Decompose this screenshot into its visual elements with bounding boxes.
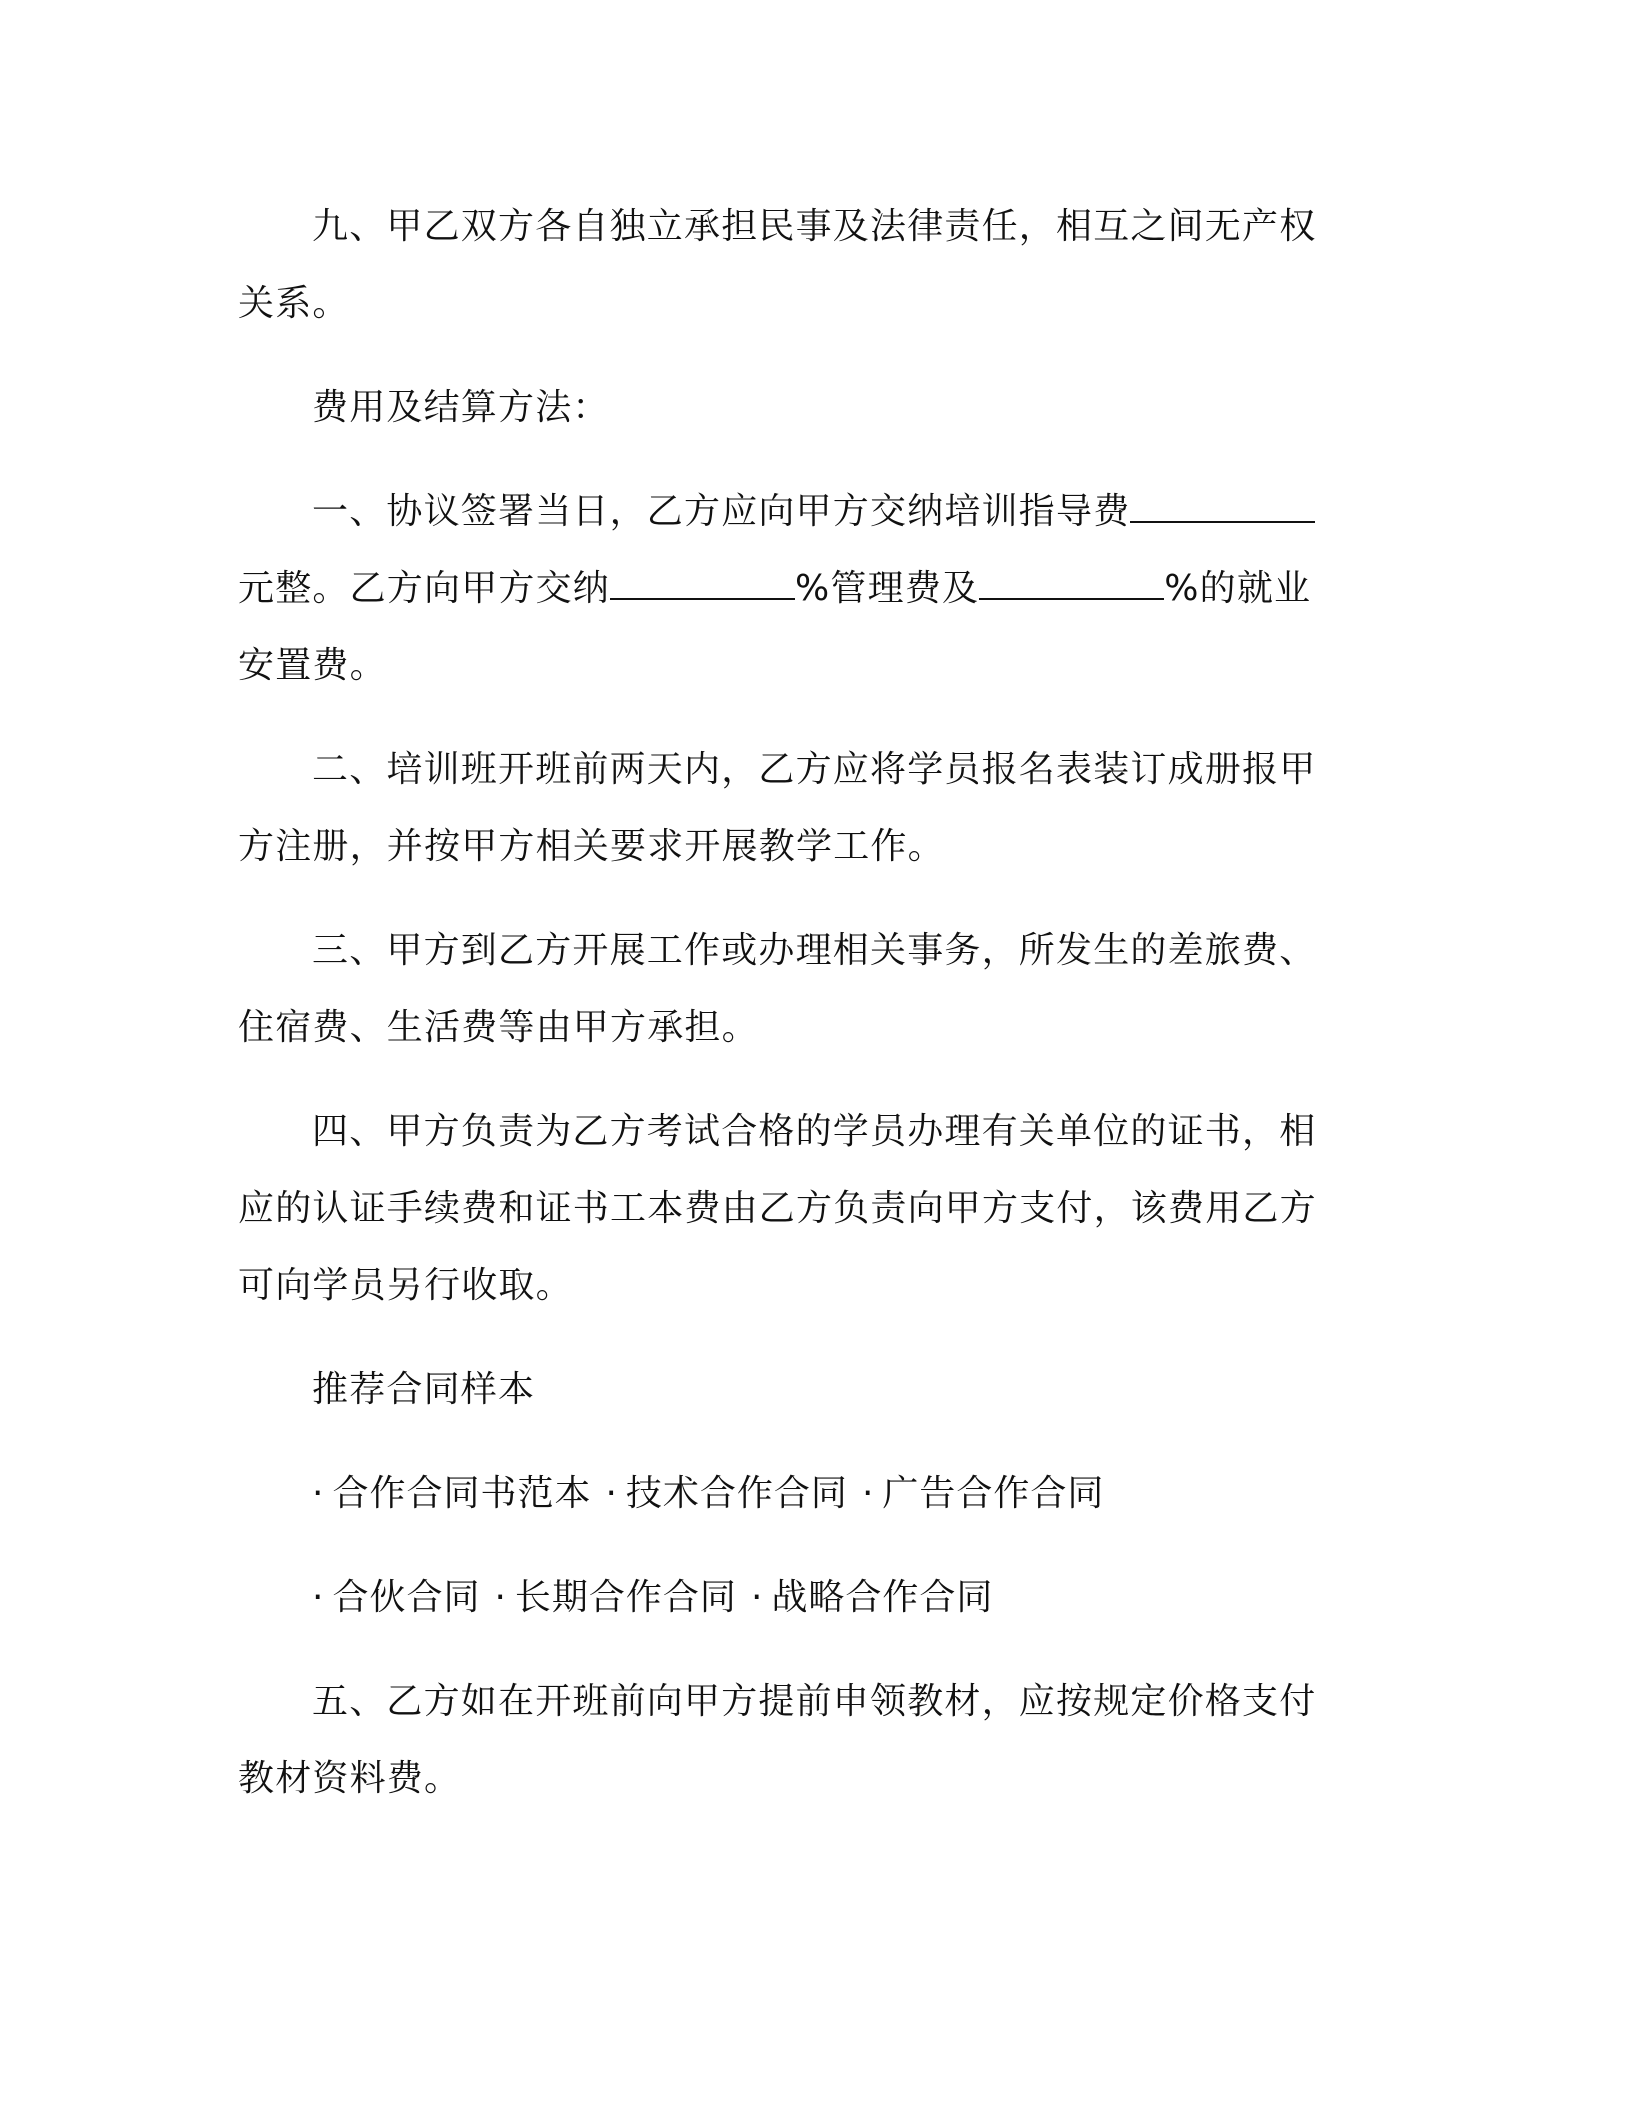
fee-clause-five: 五、乙方如在开班前向甲方提前申领教材，应按规定价格支付教材资料费。 xyxy=(238,1681,1317,1799)
management-fee-blank xyxy=(610,566,795,600)
link-cooperation-contract-template[interactable]: 合作合同书范本 xyxy=(332,1473,592,1514)
recommended-samples-heading: 推荐合同样本 xyxy=(312,1369,536,1410)
fee-clause-four: 四、甲方负责为乙方考试合格的学员办理有关单位的证书，相应的认证手续费和证书工本费由乙方负责向甲方支付，该费用乙方可向学员另行收取。 xyxy=(238,1111,1317,1306)
fee-section-heading: 费用及结算方法： xyxy=(312,387,610,428)
link-partnership-contract[interactable]: 合伙合同 xyxy=(332,1577,481,1618)
fee-clause-one xyxy=(238,473,1348,704)
fee-clause-one-text-a: 一、协议签署当日，乙方应向甲方交纳培训指导费 xyxy=(312,491,1131,532)
fee-clause-three: 三、甲方到乙方开展工作或办理相关事务，所发生的差旅费、住宿费、生活费等由甲方承担。 xyxy=(238,930,1317,1048)
placement-fee-blank xyxy=(979,566,1164,600)
link-long-term-cooperation-contract[interactable]: 长期合作合同 xyxy=(514,1577,737,1618)
fee-clause-one-text-c: %管理费及 xyxy=(795,568,980,609)
link-advertising-cooperation-contract[interactable]: 广告合作合同 xyxy=(882,1473,1105,1514)
link-strategic-cooperation-contract[interactable]: 战略合作合同 xyxy=(771,1577,994,1618)
bullet: · xyxy=(605,1473,618,1514)
recommended-links-row-2 xyxy=(238,1559,1348,1636)
bullet: · xyxy=(494,1577,507,1618)
document-body xyxy=(238,188,1348,1844)
recommended-links-row-1 xyxy=(238,1455,1348,1532)
bullet: · xyxy=(312,1577,325,1618)
training-fee-blank xyxy=(1130,489,1315,523)
link-technical-cooperation-contract[interactable]: 技术合作合同 xyxy=(625,1473,848,1514)
fee-clause-two: 二、培训班开班前两天内，乙方应将学员报名表装订成册报甲方注册，并按甲方相关要求开展教学工作。 xyxy=(238,749,1317,867)
fee-clause-one-text-b: 元整。乙方向甲方交纳 xyxy=(238,568,611,609)
fee-clause-one-text-d: %的就业安置费。 xyxy=(238,568,1312,686)
clause-nine: 九、甲乙双方各自独立承担民事及法律责任，相互之间无产权关系。 xyxy=(238,206,1317,324)
bullet: · xyxy=(861,1473,875,1514)
bullet: · xyxy=(750,1577,764,1618)
bullet: · xyxy=(312,1473,325,1514)
